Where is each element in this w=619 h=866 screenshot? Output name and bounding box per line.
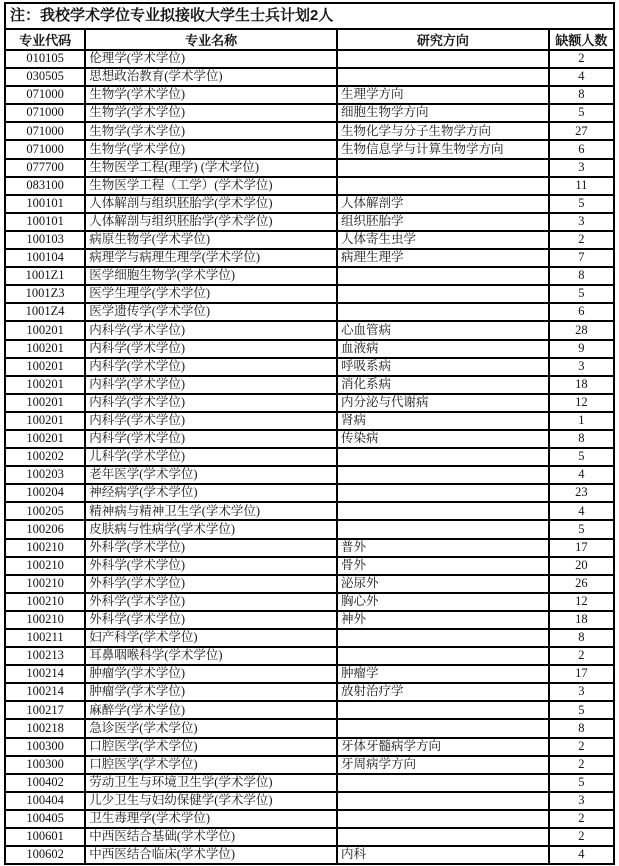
cell-major-name: 皮肤病与性病学(学术学位) bbox=[85, 520, 337, 538]
cell-major-name: 内科学(学术学位) bbox=[85, 340, 337, 358]
cell-major-name: 儿科学(学术学位) bbox=[85, 448, 337, 466]
cell-major-name: 中西医结合基础(学术学位) bbox=[85, 828, 337, 846]
cell-major-name: 病原生物学(学术学位) bbox=[85, 231, 337, 249]
cell-vacancy-count: 11 bbox=[549, 177, 614, 195]
cell-major-code: 100201 bbox=[5, 412, 85, 430]
cell-major-code: 100213 bbox=[5, 647, 85, 665]
cell-major-code: 100205 bbox=[5, 502, 85, 520]
cell-major-name: 口腔医学(学术学位) bbox=[85, 738, 337, 756]
cell-major-code: 100601 bbox=[5, 828, 85, 846]
cell-major-name: 老年医学(学术学位) bbox=[85, 466, 337, 484]
cell-major-code: 100206 bbox=[5, 520, 85, 538]
cell-vacancy-count: 5 bbox=[549, 285, 614, 303]
cell-major-code: 100201 bbox=[5, 358, 85, 376]
cell-research-direction: 肾病 bbox=[337, 412, 549, 430]
cell-vacancy-count: 2 bbox=[549, 810, 614, 828]
cell-vacancy-count: 5 bbox=[549, 520, 614, 538]
cell-vacancy-count: 3 bbox=[549, 159, 614, 177]
cell-vacancy-count: 8 bbox=[549, 430, 614, 448]
cell-vacancy-count: 5 bbox=[549, 195, 614, 213]
cell-vacancy-count: 8 bbox=[549, 719, 614, 737]
cell-research-direction: 胸心外 bbox=[337, 593, 549, 611]
cell-research-direction bbox=[337, 303, 549, 321]
cell-major-code: 100211 bbox=[5, 629, 85, 647]
cell-major-code: 100201 bbox=[5, 376, 85, 394]
cell-research-direction: 神外 bbox=[337, 611, 549, 629]
cell-vacancy-count: 5 bbox=[549, 774, 614, 792]
cell-vacancy-count: 27 bbox=[549, 122, 614, 140]
cell-major-name: 麻醉学(学术学位) bbox=[85, 701, 337, 719]
cell-major-name: 外科学(学术学位) bbox=[85, 557, 337, 575]
cell-major-code: 071000 bbox=[5, 86, 85, 104]
cell-major-code: 100214 bbox=[5, 665, 85, 683]
cell-major-code: 100218 bbox=[5, 719, 85, 737]
table-row bbox=[5, 502, 614, 520]
table-row bbox=[5, 774, 614, 792]
cell-vacancy-count: 20 bbox=[549, 557, 614, 575]
cell-major-name: 卫生毒理学(学术学位) bbox=[85, 810, 337, 828]
cell-major-name: 内科学(学术学位) bbox=[85, 412, 337, 430]
cell-research-direction bbox=[337, 701, 549, 719]
table-row bbox=[5, 683, 614, 701]
cell-major-code: 100203 bbox=[5, 466, 85, 484]
cell-major-name: 生物医学工程(理学) (学术学位) bbox=[85, 159, 337, 177]
cell-major-code: 071000 bbox=[5, 140, 85, 158]
cell-major-name: 内科学(学术学位) bbox=[85, 321, 337, 339]
cell-major-code: 100204 bbox=[5, 484, 85, 502]
cell-major-name: 生物学(学术学位) bbox=[85, 140, 337, 158]
cell-major-name: 外科学(学术学位) bbox=[85, 575, 337, 593]
table-row bbox=[5, 828, 614, 846]
cell-research-direction: 传染病 bbox=[337, 430, 549, 448]
cell-research-direction: 人体解剖学 bbox=[337, 195, 549, 213]
cell-major-code: 100300 bbox=[5, 738, 85, 756]
cell-major-name: 外科学(学术学位) bbox=[85, 593, 337, 611]
cell-research-direction bbox=[337, 466, 549, 484]
cell-vacancy-count: 4 bbox=[549, 502, 614, 520]
cell-research-direction: 泌尿外 bbox=[337, 575, 549, 593]
table-row bbox=[5, 303, 614, 321]
cell-research-direction bbox=[337, 159, 549, 177]
cell-major-code: 010105 bbox=[5, 50, 85, 68]
cell-vacancy-count: 26 bbox=[549, 575, 614, 593]
cell-major-code: 100101 bbox=[5, 213, 85, 231]
cell-major-code: 100300 bbox=[5, 756, 85, 774]
header-vacancy-count: 缺额人数 bbox=[549, 29, 614, 50]
table-row bbox=[5, 267, 614, 285]
table-row bbox=[5, 68, 614, 86]
table-row bbox=[5, 846, 614, 864]
cell-major-name: 儿少卫生与妇幼保健学(学术学位) bbox=[85, 792, 337, 810]
cell-research-direction bbox=[337, 484, 549, 502]
cell-major-name: 外科学(学术学位) bbox=[85, 611, 337, 629]
cell-major-code: 071000 bbox=[5, 104, 85, 122]
cell-vacancy-count: 2 bbox=[549, 647, 614, 665]
cell-major-code: 100405 bbox=[5, 810, 85, 828]
cell-major-name: 妇产科学(学术学位) bbox=[85, 629, 337, 647]
cell-research-direction: 消化系病 bbox=[337, 376, 549, 394]
table-row bbox=[5, 430, 614, 448]
cell-vacancy-count: 4 bbox=[549, 68, 614, 86]
cell-research-direction bbox=[337, 68, 549, 86]
cell-major-code: 100103 bbox=[5, 231, 85, 249]
cell-vacancy-count: 4 bbox=[549, 466, 614, 484]
cell-major-code: 100210 bbox=[5, 557, 85, 575]
table-body bbox=[5, 50, 614, 864]
cell-vacancy-count: 17 bbox=[549, 665, 614, 683]
cell-research-direction bbox=[337, 828, 549, 846]
table-row bbox=[5, 647, 614, 665]
table-row bbox=[5, 140, 614, 158]
table-row bbox=[5, 321, 614, 339]
table-row bbox=[5, 665, 614, 683]
cell-major-code: 100210 bbox=[5, 593, 85, 611]
cell-research-direction bbox=[337, 792, 549, 810]
cell-vacancy-count: 5 bbox=[549, 701, 614, 719]
table-row bbox=[5, 50, 614, 68]
cell-major-name: 生物学(学术学位) bbox=[85, 122, 337, 140]
table-row bbox=[5, 340, 614, 358]
cell-major-code: 100210 bbox=[5, 539, 85, 557]
cell-major-name: 内科学(学术学位) bbox=[85, 430, 337, 448]
table-row bbox=[5, 520, 614, 538]
table-row bbox=[5, 394, 614, 412]
table-row bbox=[5, 701, 614, 719]
cell-research-direction: 牙周病学方向 bbox=[337, 756, 549, 774]
cell-major-code: 100201 bbox=[5, 340, 85, 358]
cell-major-name: 中西医结合临床(学术学位) bbox=[85, 846, 337, 864]
cell-major-name: 伦理学(学术学位) bbox=[85, 50, 337, 68]
cell-research-direction bbox=[337, 719, 549, 737]
cell-research-direction: 细胞生物学方向 bbox=[337, 104, 549, 122]
table-row bbox=[5, 611, 614, 629]
cell-vacancy-count: 2 bbox=[549, 756, 614, 774]
cell-research-direction: 呼吸系病 bbox=[337, 358, 549, 376]
cell-research-direction: 内分泌与代谢病 bbox=[337, 394, 549, 412]
cell-vacancy-count: 3 bbox=[549, 213, 614, 231]
cell-major-name: 神经病学(学术学位) bbox=[85, 484, 337, 502]
table-row bbox=[5, 810, 614, 828]
cell-major-code: 100214 bbox=[5, 683, 85, 701]
cell-research-direction bbox=[337, 448, 549, 466]
cell-major-code: 100202 bbox=[5, 448, 85, 466]
table-row bbox=[5, 484, 614, 502]
cell-major-code: 100404 bbox=[5, 792, 85, 810]
cell-research-direction bbox=[337, 774, 549, 792]
cell-major-code: 083100 bbox=[5, 177, 85, 195]
cell-major-code: 100201 bbox=[5, 394, 85, 412]
cell-vacancy-count: 8 bbox=[549, 86, 614, 104]
table-row bbox=[5, 376, 614, 394]
cell-vacancy-count: 8 bbox=[549, 629, 614, 647]
cell-major-name: 内科学(学术学位) bbox=[85, 358, 337, 376]
cell-major-code: 1001Z4 bbox=[5, 303, 85, 321]
note-row bbox=[5, 3, 614, 29]
cell-major-code: 077700 bbox=[5, 159, 85, 177]
cell-research-direction: 放射治疗学 bbox=[337, 683, 549, 701]
cell-research-direction bbox=[337, 520, 549, 538]
table-row bbox=[5, 756, 614, 774]
cell-vacancy-count: 6 bbox=[549, 303, 614, 321]
cell-major-name: 生物医学工程（工学）(学术学位) bbox=[85, 177, 337, 195]
table-row bbox=[5, 285, 614, 303]
cell-vacancy-count: 3 bbox=[549, 358, 614, 376]
cell-major-name: 人体解剖与组织胚胎学(学术学位) bbox=[85, 213, 337, 231]
cell-vacancy-count: 18 bbox=[549, 376, 614, 394]
cell-vacancy-count: 1 bbox=[549, 412, 614, 430]
table-row bbox=[5, 249, 614, 267]
cell-vacancy-count: 3 bbox=[549, 792, 614, 810]
cell-major-name: 医学生理学(学术学位) bbox=[85, 285, 337, 303]
cell-research-direction bbox=[337, 502, 549, 520]
cell-vacancy-count: 18 bbox=[549, 611, 614, 629]
cell-major-code: 100101 bbox=[5, 195, 85, 213]
cell-vacancy-count: 12 bbox=[549, 394, 614, 412]
table-row bbox=[5, 213, 614, 231]
header-major-code: 专业代码 bbox=[5, 29, 85, 50]
cell-research-direction: 生物化学与分子生物学方向 bbox=[337, 122, 549, 140]
cell-research-direction bbox=[337, 177, 549, 195]
table-row bbox=[5, 104, 614, 122]
cell-vacancy-count: 2 bbox=[549, 231, 614, 249]
table-row bbox=[5, 792, 614, 810]
cell-vacancy-count: 3 bbox=[549, 683, 614, 701]
cell-major-name: 人体解剖与组织胚胎学(学术学位) bbox=[85, 195, 337, 213]
table-row bbox=[5, 539, 614, 557]
cell-major-name: 劳动卫生与环境卫生学(学术学位) bbox=[85, 774, 337, 792]
cell-vacancy-count: 2 bbox=[549, 50, 614, 68]
table-row bbox=[5, 358, 614, 376]
cell-vacancy-count: 23 bbox=[549, 484, 614, 502]
cell-major-code: 100210 bbox=[5, 575, 85, 593]
cell-research-direction: 生理学方向 bbox=[337, 86, 549, 104]
cell-major-code: 100402 bbox=[5, 774, 85, 792]
cell-research-direction: 血液病 bbox=[337, 340, 549, 358]
cell-major-code: 100217 bbox=[5, 701, 85, 719]
cell-vacancy-count: 5 bbox=[549, 448, 614, 466]
cell-major-name: 内科学(学术学位) bbox=[85, 376, 337, 394]
cell-vacancy-count: 7 bbox=[549, 249, 614, 267]
cell-major-code: 071000 bbox=[5, 122, 85, 140]
table-row bbox=[5, 159, 614, 177]
cell-major-name: 内科学(学术学位) bbox=[85, 394, 337, 412]
cell-research-direction bbox=[337, 50, 549, 68]
cell-research-direction bbox=[337, 267, 549, 285]
cell-major-name: 医学遗传学(学术学位) bbox=[85, 303, 337, 321]
cell-research-direction: 病理生理学 bbox=[337, 249, 549, 267]
cell-major-code: 100104 bbox=[5, 249, 85, 267]
table-row bbox=[5, 575, 614, 593]
table-row bbox=[5, 122, 614, 140]
cell-major-name: 医学细胞生物学(学术学位) bbox=[85, 267, 337, 285]
cell-research-direction bbox=[337, 629, 549, 647]
cell-vacancy-count: 5 bbox=[549, 104, 614, 122]
table-row bbox=[5, 466, 614, 484]
cell-vacancy-count: 4 bbox=[549, 846, 614, 864]
cell-major-name: 生物学(学术学位) bbox=[85, 86, 337, 104]
cell-research-direction: 组织胚胎学 bbox=[337, 213, 549, 231]
table-row bbox=[5, 557, 614, 575]
admission-quota-document bbox=[4, 2, 615, 865]
table-row bbox=[5, 195, 614, 213]
cell-major-code: 030505 bbox=[5, 68, 85, 86]
cell-research-direction: 内科 bbox=[337, 846, 549, 864]
table-row bbox=[5, 412, 614, 430]
table-row bbox=[5, 177, 614, 195]
cell-vacancy-count: 17 bbox=[549, 539, 614, 557]
cell-major-code: 100201 bbox=[5, 430, 85, 448]
cell-vacancy-count: 8 bbox=[549, 267, 614, 285]
cell-major-name: 精神病与精神卫生学(学术学位) bbox=[85, 502, 337, 520]
cell-research-direction: 人体寄生虫学 bbox=[337, 231, 549, 249]
cell-research-direction bbox=[337, 285, 549, 303]
quota-table bbox=[4, 2, 615, 865]
cell-major-name: 口腔医学(学术学位) bbox=[85, 756, 337, 774]
cell-research-direction: 心血管病 bbox=[337, 321, 549, 339]
table-row bbox=[5, 738, 614, 756]
cell-major-code: 100602 bbox=[5, 846, 85, 864]
cell-research-direction: 肿瘤学 bbox=[337, 665, 549, 683]
table-row bbox=[5, 231, 614, 249]
header-row bbox=[5, 29, 614, 50]
cell-vacancy-count: 28 bbox=[549, 321, 614, 339]
header-major-name: 专业名称 bbox=[85, 29, 337, 50]
cell-major-code: 1001Z3 bbox=[5, 285, 85, 303]
table-row bbox=[5, 448, 614, 466]
table-row bbox=[5, 86, 614, 104]
table-row bbox=[5, 629, 614, 647]
cell-research-direction bbox=[337, 647, 549, 665]
cell-major-name: 思想政治教育(学术学位) bbox=[85, 68, 337, 86]
cell-major-code: 100201 bbox=[5, 321, 85, 339]
note-text: 注：我校学术学位专业拟接收大学生士兵计划2人 bbox=[5, 3, 614, 29]
cell-research-direction: 骨外 bbox=[337, 557, 549, 575]
cell-research-direction: 生物信息学与计算生物学方向 bbox=[337, 140, 549, 158]
cell-vacancy-count: 6 bbox=[549, 140, 614, 158]
cell-major-name: 生物学(学术学位) bbox=[85, 104, 337, 122]
cell-major-name: 肿瘤学(学术学位) bbox=[85, 665, 337, 683]
cell-research-direction: 牙体牙髓病学方向 bbox=[337, 738, 549, 756]
cell-major-name: 耳鼻咽喉科学(学术学位) bbox=[85, 647, 337, 665]
cell-vacancy-count: 9 bbox=[549, 340, 614, 358]
table-row bbox=[5, 593, 614, 611]
cell-major-name: 病理学与病理生理学(学术学位) bbox=[85, 249, 337, 267]
cell-research-direction bbox=[337, 810, 549, 828]
cell-major-code: 1001Z1 bbox=[5, 267, 85, 285]
cell-major-name: 肿瘤学(学术学位) bbox=[85, 683, 337, 701]
cell-vacancy-count: 2 bbox=[549, 738, 614, 756]
cell-vacancy-count: 2 bbox=[549, 828, 614, 846]
cell-research-direction: 普外 bbox=[337, 539, 549, 557]
cell-major-name: 急诊医学(学术学位) bbox=[85, 719, 337, 737]
cell-major-code: 100210 bbox=[5, 611, 85, 629]
header-research-direction: 研究方向 bbox=[337, 29, 549, 50]
cell-vacancy-count: 12 bbox=[549, 593, 614, 611]
table-row bbox=[5, 719, 614, 737]
cell-major-name: 外科学(学术学位) bbox=[85, 539, 337, 557]
